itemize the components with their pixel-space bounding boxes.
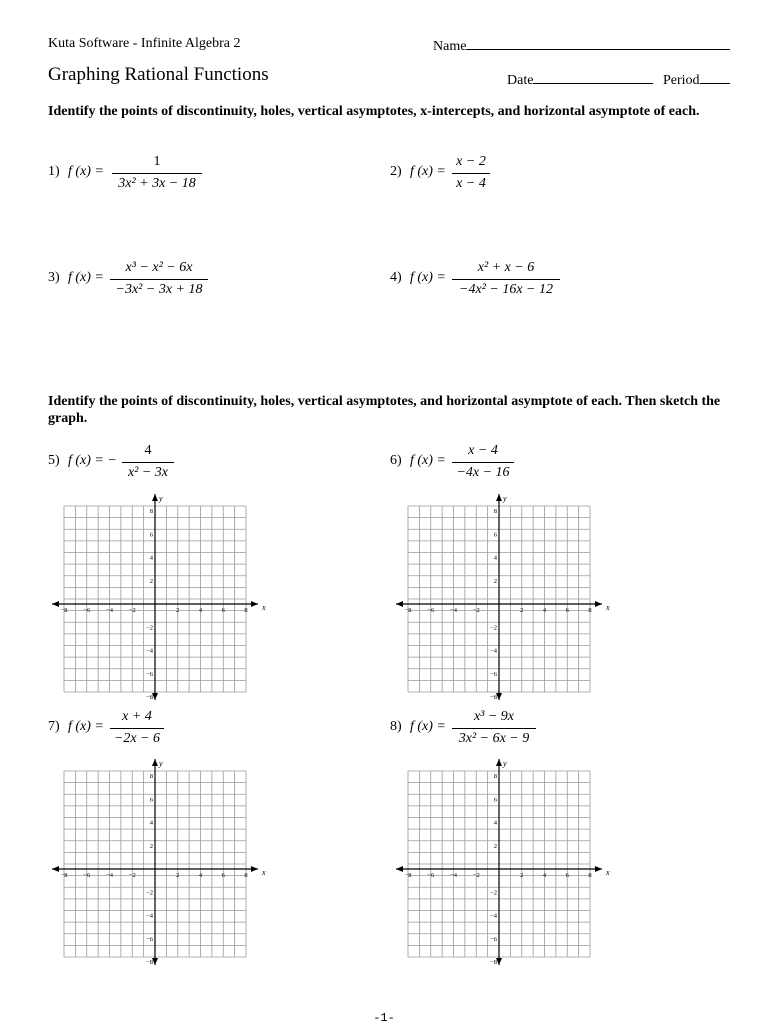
- y-tick-label: −8: [490, 694, 497, 701]
- y-tick-label: −2: [146, 624, 153, 632]
- axis-arrow: [152, 494, 158, 501]
- problem-number: 3): [48, 270, 60, 285]
- x-tick-label: 4: [542, 607, 547, 614]
- fraction: [452, 260, 560, 300]
- page-number: -1-: [373, 1011, 395, 1025]
- publisher-label: Kuta Software - Infinite Algebra 2: [48, 36, 241, 51]
- x-tick-label: −8: [60, 607, 68, 614]
- fraction-bar: [452, 728, 536, 729]
- y-tick-label: −2: [146, 889, 153, 897]
- coordinate-grid[interactable]: [48, 757, 264, 967]
- problem-number: 2): [390, 164, 402, 179]
- y-tick-label: −4: [490, 912, 497, 920]
- fraction-bar: [452, 462, 514, 463]
- problem-5: [48, 443, 348, 487]
- function-lhs: f (x) =: [68, 270, 104, 285]
- function-lhs: f (x) =: [410, 719, 446, 734]
- fraction-bar: [110, 279, 208, 280]
- fraction-bar: [452, 279, 560, 280]
- axis-arrow: [396, 601, 403, 607]
- x-tick-label: −4: [106, 607, 113, 614]
- y-axis-label: y: [503, 759, 507, 768]
- axis-arrow: [52, 866, 59, 872]
- fraction-bar: [110, 728, 164, 729]
- x-tick-label: −2: [128, 607, 136, 614]
- x-tick-label: −6: [83, 607, 91, 614]
- problem-3: [48, 260, 348, 304]
- coordinate-grid[interactable]: [392, 757, 608, 967]
- y-tick-label: −6: [146, 935, 153, 943]
- function-lhs: f (x) =: [410, 453, 446, 468]
- numerator: x³ − 9x: [473, 709, 515, 724]
- x-tick-label: 6: [565, 607, 569, 614]
- date-line[interactable]: [533, 70, 653, 84]
- y-tick-label: 8: [149, 773, 153, 780]
- y-tick-label: 4: [493, 554, 497, 562]
- y-tick-label: −8: [490, 959, 497, 966]
- name-field[interactable]: [433, 36, 730, 55]
- y-tick-label: 8: [493, 773, 497, 780]
- y-tick-label: −2: [490, 624, 497, 632]
- x-tick-label: −6: [427, 872, 435, 879]
- x-tick-label: 6: [221, 872, 225, 879]
- numerator: x − 4: [468, 443, 498, 458]
- axis-arrow: [496, 759, 502, 766]
- y-tick-label: −6: [490, 935, 497, 943]
- y-tick-label: −6: [146, 670, 153, 678]
- function-lhs: f (x) = −: [68, 453, 117, 468]
- numerator: x + 4: [122, 709, 152, 724]
- section2-instructions: Identify the points of discontinuity, holes, vertical asymptotes, and horizontal asymptote of each. Then sketch the graph.: [48, 394, 721, 426]
- y-tick-label: 2: [493, 577, 497, 585]
- problem-number: 1): [48, 164, 60, 179]
- fraction: [452, 443, 514, 483]
- y-tick-label: −4: [146, 647, 153, 655]
- function-lhs: f (x) =: [68, 164, 104, 179]
- x-tick-label: 6: [565, 872, 569, 879]
- problem-2: [390, 154, 690, 198]
- function-lhs: f (x) =: [410, 164, 446, 179]
- x-tick-label: 2: [520, 607, 524, 614]
- fraction: [110, 260, 208, 300]
- section1-instructions: Identify the points of discontinuity, holes, vertical asymptotes, x-intercepts, and horizontal asymptote of each.: [48, 104, 700, 119]
- x-tick-label: −8: [404, 607, 412, 614]
- period-line[interactable]: [700, 70, 730, 84]
- y-tick-label: −4: [490, 647, 497, 655]
- denominator: x − 4: [456, 176, 486, 191]
- y-axis-label: y: [159, 494, 163, 503]
- graph-svg[interactable]: [48, 492, 264, 702]
- name-label: Name: [433, 39, 467, 54]
- denominator: −3x² − 3x + 18: [115, 282, 203, 297]
- numerator: 1: [153, 154, 161, 169]
- axis-arrow: [251, 601, 258, 607]
- fraction: [122, 443, 174, 483]
- problem-number: 7): [48, 719, 60, 734]
- x-tick-label: 2: [520, 872, 524, 879]
- coordinate-grid[interactable]: [48, 492, 264, 702]
- x-tick-label: −4: [450, 872, 457, 879]
- function-lhs: f (x) =: [410, 270, 446, 285]
- problem-8: [390, 709, 690, 753]
- x-tick-label: 4: [542, 872, 547, 879]
- problem-4: [390, 260, 690, 304]
- x-tick-label: −8: [60, 872, 68, 879]
- axis-arrow: [595, 601, 602, 607]
- y-tick-label: −6: [490, 670, 497, 678]
- axis-arrow: [152, 759, 158, 766]
- y-tick-label: −8: [146, 694, 153, 701]
- date-field[interactable]: [507, 70, 653, 89]
- y-tick-label: 8: [149, 508, 153, 515]
- fraction-bar: [122, 462, 174, 463]
- y-tick-label: 4: [149, 819, 153, 827]
- numerator: x² + x − 6: [477, 260, 535, 275]
- graph-svg[interactable]: [392, 757, 608, 967]
- fraction: [452, 709, 536, 749]
- x-tick-label: −6: [83, 872, 91, 879]
- fraction: [452, 154, 490, 194]
- fraction: [110, 709, 164, 749]
- x-tick-label: 2: [176, 607, 180, 614]
- axis-arrow: [251, 866, 258, 872]
- problem-1: [48, 154, 348, 198]
- y-tick-label: 2: [149, 577, 153, 585]
- y-tick-label: 2: [149, 842, 153, 850]
- x-tick-label: 8: [244, 607, 248, 614]
- denominator: x² − 3x: [127, 465, 169, 480]
- x-tick-label: −6: [427, 607, 435, 614]
- y-tick-label: −2: [490, 889, 497, 897]
- y-tick-label: 6: [149, 531, 153, 539]
- problem-6: [390, 443, 690, 487]
- x-tick-label: 8: [588, 607, 592, 614]
- denominator: −4x − 16: [456, 465, 510, 480]
- y-tick-label: 4: [493, 819, 497, 827]
- y-axis-label: y: [503, 494, 507, 503]
- y-tick-label: −8: [146, 959, 153, 966]
- problem-number: 5): [48, 453, 60, 468]
- denominator: −4x² − 16x − 12: [459, 282, 553, 297]
- x-tick-label: −2: [472, 607, 480, 614]
- period-label: Period: [663, 73, 700, 88]
- y-tick-label: 6: [493, 531, 497, 539]
- coordinate-grid[interactable]: [392, 492, 608, 702]
- name-line[interactable]: [466, 36, 730, 50]
- fraction: [112, 154, 202, 194]
- denominator: −2x − 6: [113, 731, 161, 746]
- date-label: Date: [507, 73, 534, 88]
- x-tick-label: −2: [472, 872, 480, 879]
- y-tick-label: 2: [493, 842, 497, 850]
- y-tick-label: 8: [493, 508, 497, 515]
- denominator: 3x² + 3x − 18: [118, 176, 196, 191]
- worksheet-title: Graphing Rational Functions: [48, 64, 269, 85]
- problem-7: [48, 709, 348, 753]
- x-axis-label: x: [606, 603, 610, 612]
- x-tick-label: 4: [198, 607, 203, 614]
- numerator: 4: [144, 443, 152, 458]
- x-axis-label: x: [606, 868, 610, 877]
- x-tick-label: 8: [588, 872, 592, 879]
- y-tick-label: 6: [149, 796, 153, 804]
- y-axis-label: y: [159, 759, 163, 768]
- x-tick-label: −8: [404, 872, 412, 879]
- fraction-bar: [452, 173, 490, 174]
- x-tick-label: 6: [221, 607, 225, 614]
- problem-number: 6): [390, 453, 402, 468]
- x-tick-label: 2: [176, 872, 180, 879]
- period-field[interactable]: [663, 70, 730, 89]
- denominator: 3x² − 6x − 9: [458, 731, 530, 746]
- problem-number: 4): [390, 270, 402, 285]
- x-axis-label: x: [262, 603, 266, 612]
- x-tick-label: 4: [198, 872, 203, 879]
- problem-number: 8): [390, 719, 402, 734]
- x-tick-label: −4: [106, 872, 113, 879]
- graph-svg[interactable]: [392, 492, 608, 702]
- axis-arrow: [52, 601, 59, 607]
- y-tick-label: 6: [493, 796, 497, 804]
- numerator: x³ − x² − 6x: [125, 260, 193, 275]
- x-axis-label: x: [262, 868, 266, 877]
- x-tick-label: −2: [128, 872, 136, 879]
- x-tick-label: 8: [244, 872, 248, 879]
- fraction-bar: [112, 173, 202, 174]
- numerator: x − 2: [456, 154, 486, 169]
- axis-arrow: [396, 866, 403, 872]
- y-tick-label: −4: [146, 912, 153, 920]
- axis-arrow: [595, 866, 602, 872]
- x-tick-label: −4: [450, 607, 457, 614]
- axis-arrow: [496, 494, 502, 501]
- function-lhs: f (x) =: [68, 719, 104, 734]
- graph-svg[interactable]: [48, 757, 264, 967]
- y-tick-label: 4: [149, 554, 153, 562]
